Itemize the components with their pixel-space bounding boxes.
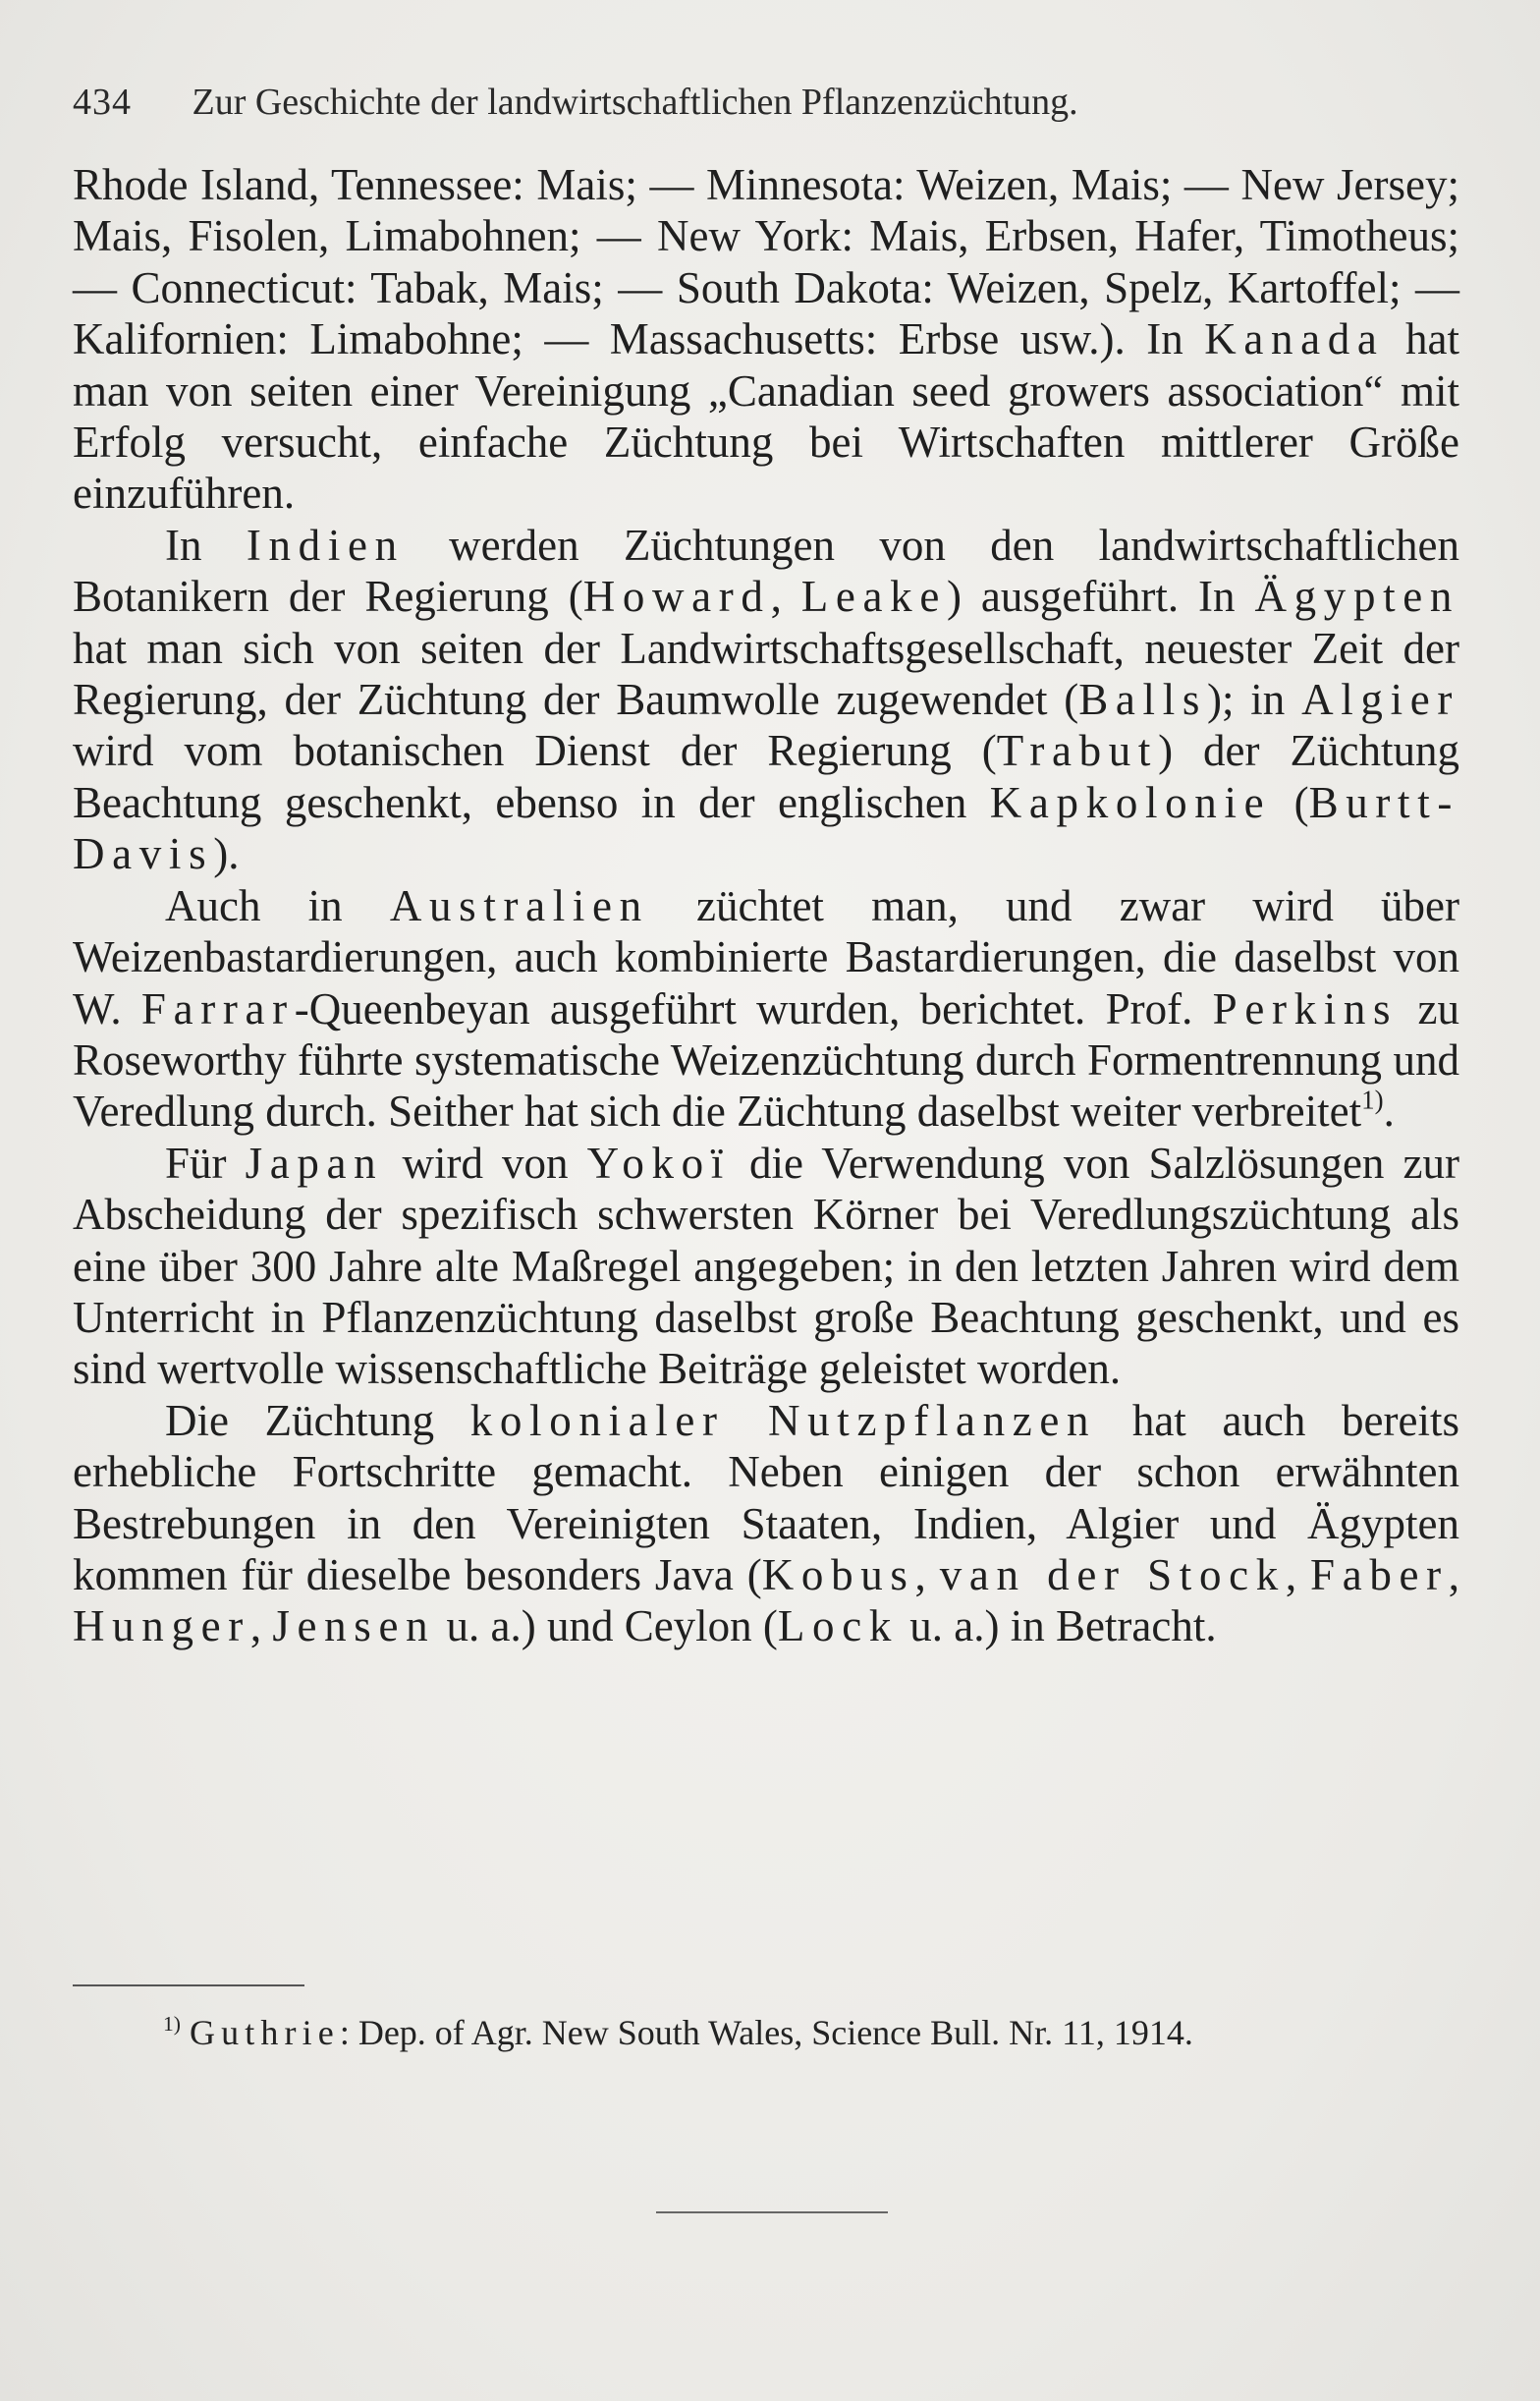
text-run: hat man sich von seiten der Landwirtschaftsgesellschaft, neuester Zeit der Regierung, der Züchtung der Baumwolle zugewendet ( [73,623,1459,725]
text-run: hat auch bereits erhebliche Fortschritte gemacht. Neben einigen der schon erwähnten Bestrebungen in den Vereinigten Staaten, Indien, Algier und Ägypten kommen für dieselbe besonders Java ( [73,1395,1459,1599]
text-run: wird vom botanischen Dienst der Regierung ( [73,726,997,776]
text-run: , [249,1601,273,1651]
paragraph-2 [73,520,1459,880]
text-run: Die Züchtung [165,1395,470,1445]
text-run: ( [1271,777,1309,827]
paragraph-5 [73,1395,1459,1652]
spaced-name: Leake [800,572,947,622]
page-end-rule [656,2211,888,2213]
text-run: In [165,520,247,570]
text-run: ); in [1207,675,1302,725]
text-run: , [1285,1549,1311,1599]
spaced-name: Kobus [761,1549,915,1599]
text-run: ) der Züchtung Beachtung geschenkt, ebenso in der englischen [73,726,1459,827]
paragraph-4 [73,1138,1459,1395]
spaced-name: Kapkolonie [989,777,1272,827]
spaced-name: Ägypten [1254,572,1460,622]
paragraph-3 [73,880,1459,1138]
spaced-name: Yokoï [586,1138,731,1188]
text-run: -Queenbeyan ausgeführt wurden, berichtet. Prof. [294,983,1213,1033]
text-run: ) ausgeführt. In [946,572,1255,622]
spaced-name: Indien [246,520,405,570]
spaced-name: Farrar [140,983,295,1033]
paragraph-1 [73,159,1459,520]
footnote-ref: 1) [1361,1085,1384,1115]
spaced-name: Lock [777,1601,899,1651]
spaced-name: Kanada [1204,314,1385,364]
text-run: . [1383,1087,1395,1137]
text-run: züchtet man, und zwar wird über Weizenbastardierungen, auch kombinierte Bastardierungen, die daselbst von W. [73,880,1459,1033]
spaced-name: Algier [1301,675,1459,725]
text-run: , [914,1549,940,1599]
spaced-name: Howard [582,572,771,622]
footnote [163,2012,1459,2053]
text-run: , [770,572,801,622]
text-run: u. a.) in Betracht. [898,1601,1217,1651]
body-text [73,159,1459,1652]
spaced-name: Hunger [73,1601,250,1651]
text-run: Für [165,1138,246,1188]
text-run: werden Züchtungen von den landwirtschaftlichen Botanikern der Regierung ( [73,520,1459,622]
text-run: Auch in [165,880,390,930]
spaced-name: Japan [245,1138,384,1188]
spaced-name: Trabut [996,726,1159,776]
page-number: 434 [73,82,132,123]
text-run: Rhode Island, Tennessee: Mais; — Minnesota: Weizen, Mais; — New Jersey; Mais, Fisolen, Limabohnen; — New York: Mais, Erbsen, Hafer, Timotheus; — Connecticut: Tabak, Mais; — South Dakota: Weizen, Spelz, Kartoffel; — Kalifornien: Limabohne; — Massachusetts: Erbse usw.). In [73,160,1459,364]
spaced-name: kolonialer Nutzpflanzen [469,1395,1097,1445]
text-run: , [1448,1549,1460,1599]
text-run: wird von [383,1138,587,1188]
running-header [73,81,1467,124]
spaced-name: van der Stock [939,1549,1286,1599]
text-run: u. a.) und Ceylon ( [435,1601,778,1651]
spaced-name: Burtt-Davis [73,777,1459,879]
running-title: Zur Geschichte der landwirtschaftlichen Pflanzenzüchtung. [192,82,1078,123]
footnote-rule [73,1984,304,1986]
spaced-name: Perkins [1212,983,1399,1033]
spaced-name: Australien [389,880,649,930]
footnote-author: Guthrie [190,2013,340,2052]
spaced-name: Jensen [272,1601,436,1651]
text-run: hat man von seiten einer Vereinigung „Canadian seed growers association“ mit Erfolg versucht, einfache Züchtung bei Wirtschaften mittlerer Größe einzuführen. [73,314,1460,519]
spaced-name: Faber [1310,1549,1449,1599]
footnote-text: : Dep. of Agr. New South Wales, Science Bull. Nr. 11, 1914. [339,2013,1193,2052]
spaced-name: Balls [1078,675,1208,725]
footnote-marker: 1) [163,2011,181,2036]
text-run: zu Roseworthy führte systematische Weizenzüchtung durch Formentrennung und Veredlung durch. Seither hat sich die Züchtung daselbst weiter verbreitet [73,983,1459,1137]
text-run: die Verwendung von Salzlösungen zur Abscheidung der spezifisch schwersten Körner bei Veredlungszüchtung als eine über 300 Jahre alte Maßregel angegeben; in den letzten Jahren wird dem Unterricht in Pflanzenzüchtung daselbst große Beachtung geschenkt, und es sind wertvolle wissenschaftliche Beiträge geleistet worden. [73,1138,1459,1394]
text-run: ). [213,829,240,879]
